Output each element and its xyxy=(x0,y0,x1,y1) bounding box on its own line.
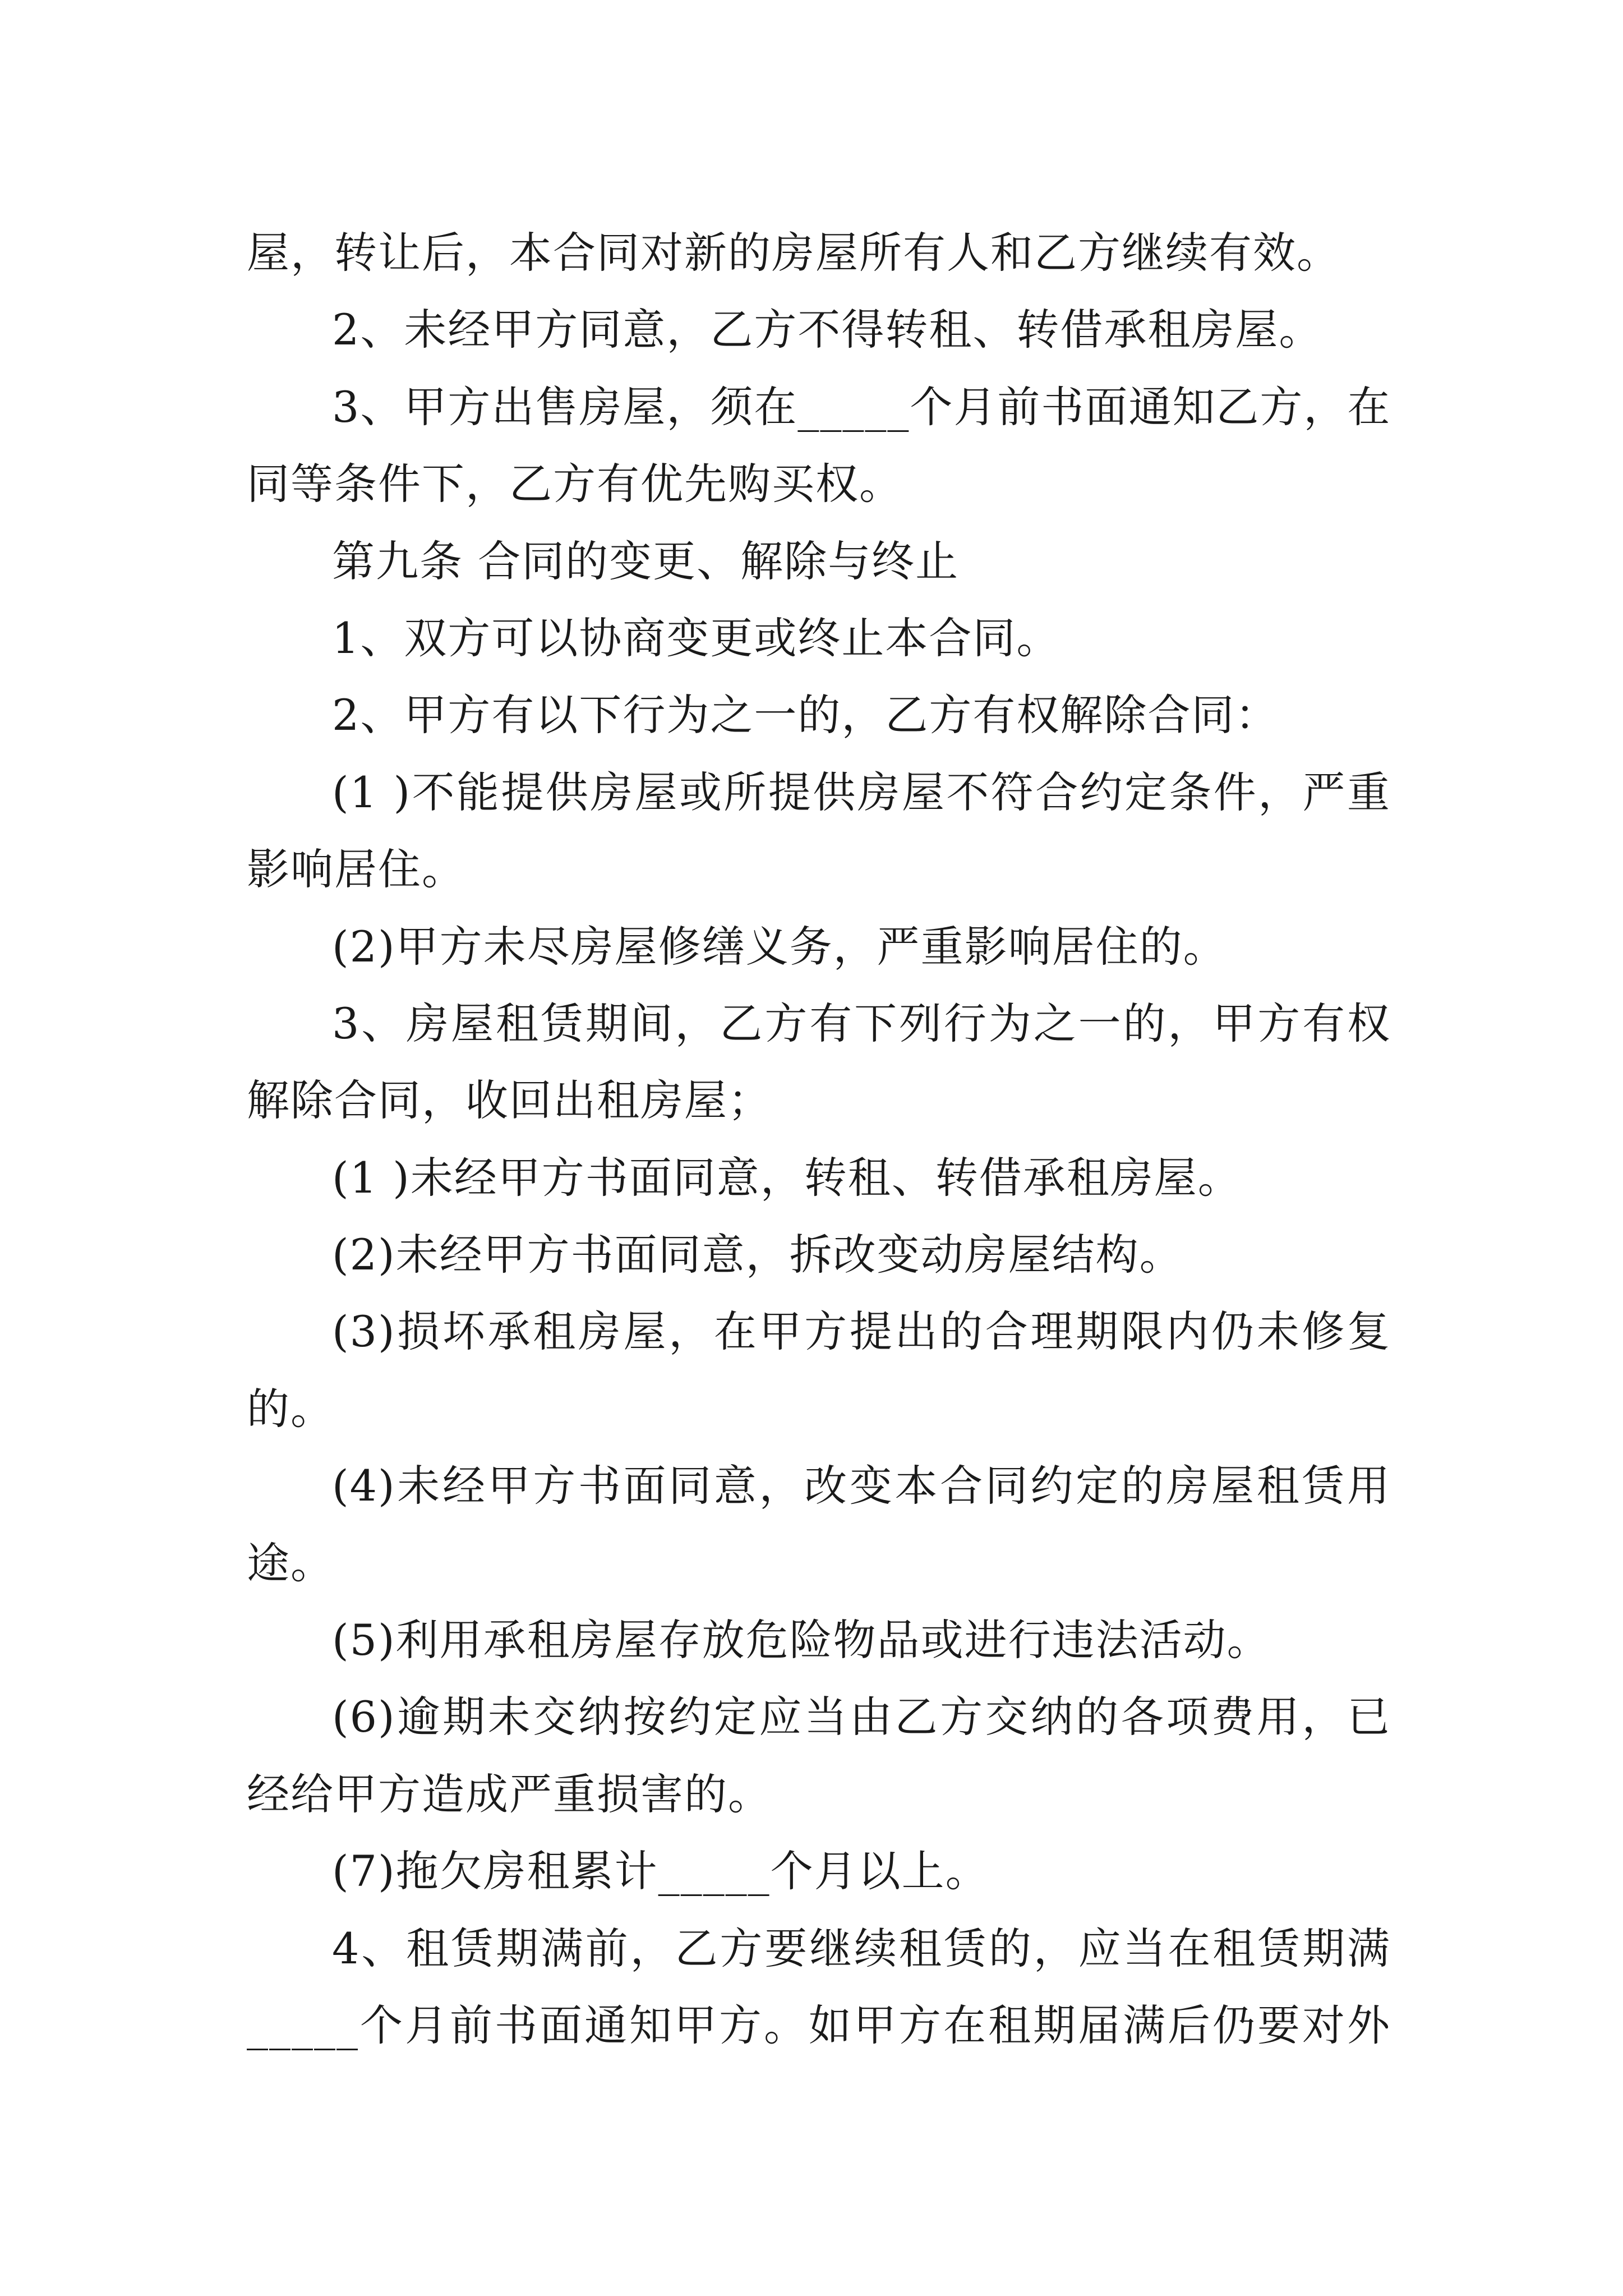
text-line: (5)利用承租房屋存放危险物品或进行违法活动。 xyxy=(332,1615,1271,1665)
section-heading: 第九条 合同的变更、解除与终止 xyxy=(332,536,960,586)
text-line: (4)未经甲方书面同意，改变本合同约定的房屋租赁用 xyxy=(332,1461,1391,1511)
text-line: 的。 xyxy=(247,1383,334,1434)
text-line: 1、双方可以协商变更或终止本合同。 xyxy=(332,613,1061,663)
text-line: (6)逾期未交纳按约定应当由乙方交纳的各项费用，已 xyxy=(332,1692,1391,1742)
text-line: 3、甲方出售房屋，须在_____个月前书面通知乙方，在 xyxy=(332,381,1391,432)
text-line: 4、租赁期满前，乙方要继续租赁的，应当在租赁期满 xyxy=(332,1923,1391,1973)
text-line: (2)未经甲方书面同意，拆改变动房屋结构。 xyxy=(332,1230,1183,1280)
text-line: 屋，转让后，本合同对新的房屋所有人和乙方继续有效。 xyxy=(247,228,1340,278)
document-body xyxy=(247,214,1391,2064)
text-line: 2、甲方有以下行为之一的，乙方有权解除合同： xyxy=(332,690,1279,740)
text-line: _____个月前书面通知甲方。如甲方在租期届满后仍要对外 xyxy=(247,2000,1391,2050)
text-line: (2)甲方未尽房屋修缮义务，严重影响居住的。 xyxy=(332,921,1227,972)
text-line: 经给甲方造成严重损害的。 xyxy=(247,1769,772,1819)
text-line: 同等条件下，乙方有优先购买权。 xyxy=(247,459,903,509)
text-line: (1 )不能提供房屋或所提供房屋不符合约定条件，严重 xyxy=(332,767,1391,817)
text-line: 途。 xyxy=(247,1538,334,1588)
text-line: 影响居住。 xyxy=(247,844,465,895)
text-line: (7)拖欠房租累计_____个月以上。 xyxy=(332,1846,989,1897)
text-line: (3)损坏承租房屋，在甲方提出的合理期限内仍未修复 xyxy=(332,1306,1391,1357)
text-line: (1 )未经甲方书面同意，转租、转借承租房屋。 xyxy=(332,1152,1242,1203)
text-line: 3、房屋租赁期间，乙方有下列行为之一的，甲方有权 xyxy=(332,998,1391,1048)
text-line: 2、未经甲方同意，乙方不得转租、转借承租房屋。 xyxy=(332,305,1323,355)
text-line: 解除合同，收回出租房屋； xyxy=(247,1075,772,1126)
